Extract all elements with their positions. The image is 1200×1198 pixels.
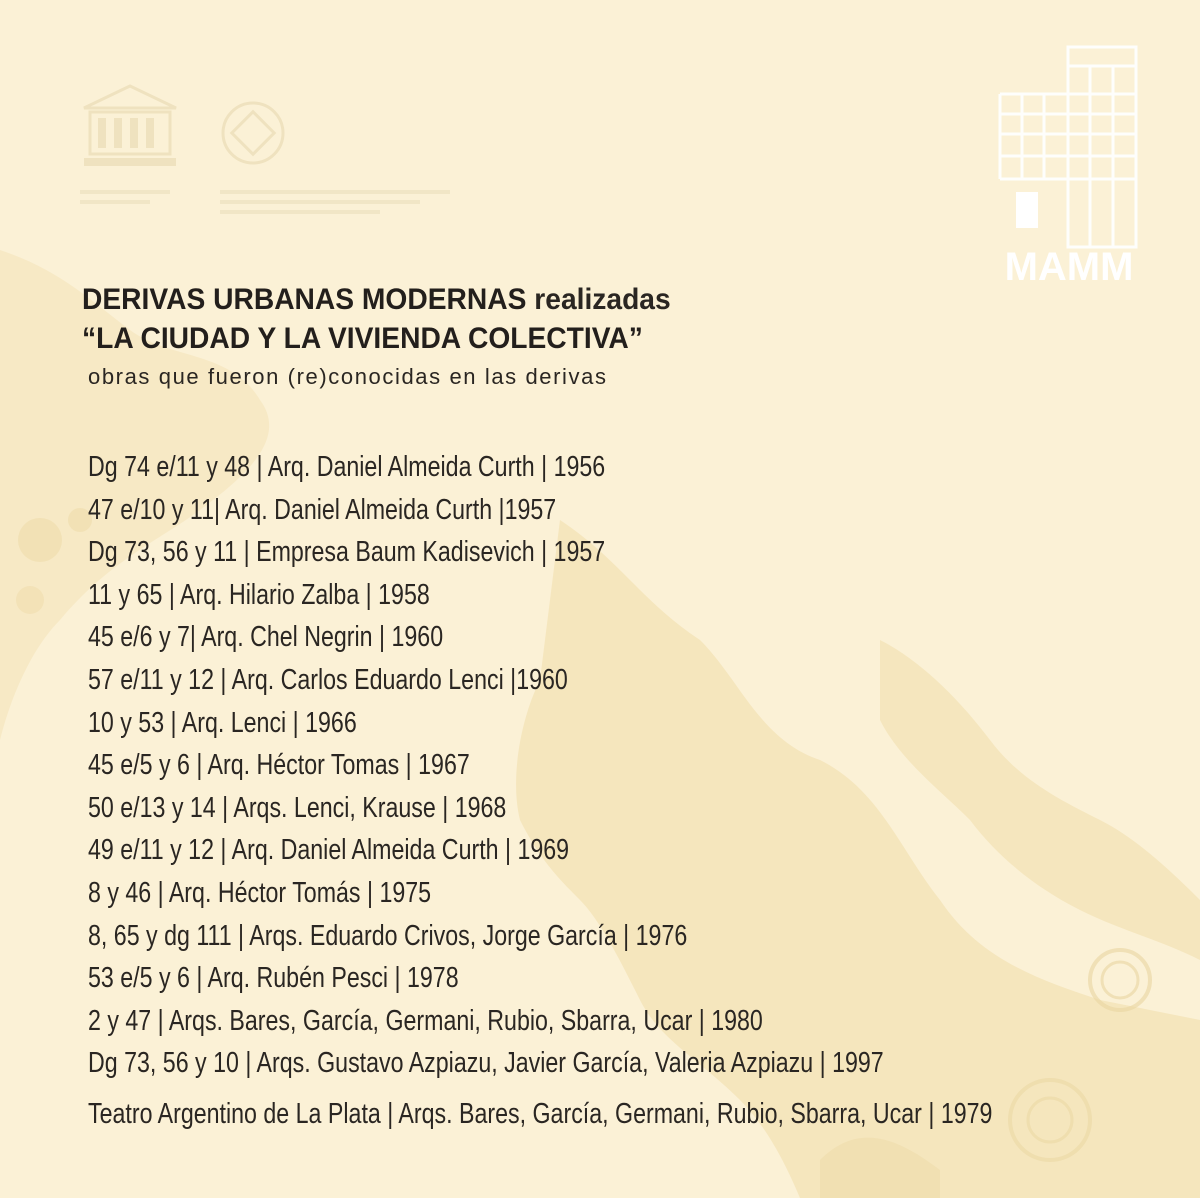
- unesco-logo: [80, 82, 180, 172]
- mamm-logo: [996, 44, 1142, 294]
- list-item: 49 e/11 y 12 | Arq. Daniel Almeida Curth | 1969: [88, 834, 570, 867]
- list-item: 45 e/5 y 6 | Arq. Héctor Tomas | 1967: [88, 749, 470, 782]
- list-item: 8 y 46 | Arq. Héctor Tomás | 1975: [88, 876, 432, 909]
- list-item: Dg 74 e/11 y 48 | Arq. Daniel Almeida Curth | 1956: [88, 451, 606, 483]
- list-item: 45 e/6 y 7| Arq. Chel Negrin | 1960: [88, 621, 444, 654]
- heading-title-suffix: realizadas: [534, 283, 671, 316]
- list-item: 57 e/11 y 12 | Arq. Carlos Eduardo Lenci |1960: [88, 663, 568, 696]
- heading-title: DERIVAS URBANAS MODERNAS: [82, 283, 527, 316]
- list-item: Dg 73, 56 y 11 | Empresa Baum Kadisevich | 1957: [88, 536, 606, 569]
- list-item: 11 y 65 | Arq. Hilario Zalba | 1958: [88, 578, 430, 611]
- heading-block: [82, 280, 882, 390]
- faded-institution-text: [80, 186, 460, 226]
- list-item: 8, 65 y dg 111 | Arqs. Eduardo Crivos, Jorge García | 1976: [88, 919, 688, 952]
- list-item: 10 y 53 | Arq. Lenci | 1966: [88, 706, 357, 739]
- works-list: [88, 446, 1083, 1085]
- world-heritage-emblem: [218, 98, 288, 168]
- heading-line-2: “LA CIUDAD Y LA VIVIENDA COLECTIVA”: [82, 322, 643, 355]
- list-item: Dg 73, 56 y 10 | Arqs. Gustavo Azpiazu, Javier García, Valeria Azpiazu | 1997: [88, 1047, 884, 1080]
- heading-line-1: [82, 280, 834, 319]
- list-item: 2 y 47 | Arqs. Bares, García, Germani, Rubio, Sbarra, Ucar | 1980: [88, 1004, 763, 1037]
- heading-subtitle: obras que fueron (re)conocidas en las derivas: [88, 364, 608, 389]
- list-item: 47 e/10 y 11| Arq. Daniel Almeida Curth |1957: [88, 493, 557, 526]
- mamm-logo-text: MAMM: [1004, 245, 1134, 289]
- list-item: 53 e/5 y 6 | Arq. Rubén Pesci | 1978: [88, 962, 459, 995]
- extra-work-item: Teatro Argentino de La Plata | Arqs. Bares, García, Germani, Rubio, Sbarra, Ucar | 1979: [88, 1098, 993, 1130]
- list-item: 50 e/13 y 14 | Arqs. Lenci, Krause | 1968: [88, 791, 507, 824]
